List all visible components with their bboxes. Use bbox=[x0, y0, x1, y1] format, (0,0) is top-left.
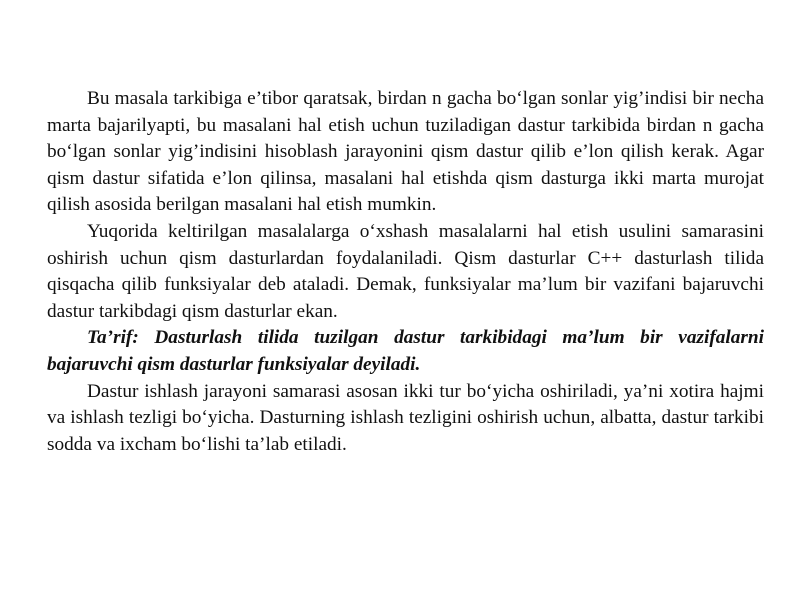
paragraph-subprograms: Yuqorida keltirilgan masalalarga o‘xshash masalalarni hal etish usulini samarasini oshirish uchun qism dasturlardan foydalaniladi. Qism dasturlar C++ dasturlash tilida qisqacha qilib funksiyalar deb ataladi. Demak, funksiyalar ma’lum bir vazifani bajaruvchi dastur tarkibdagi qism dasturlar ekan. bbox=[47, 220, 764, 322]
paragraph-intro: Bu masala tarkibiga e’tibor qaratsak, birdan n gacha bo‘lgan sonlar yig’indisi bir necha marta bajarilyapti, bu masalani hal etish uchun tuziladigan dastur tarkibida birdan n gacha bo‘lgan sonlar yig’indisini hisoblash jarayonini qism dastur qilib e’lon qilish kerak. Agar qism dastur sifatida e’lon qilinsa, masalani hal etishda qism dasturga ikki marta murojat qilish asosida berilgan masalani hal etish mumkin. bbox=[47, 88, 764, 216]
document-page bbox=[47, 86, 764, 458]
paragraph-efficiency: Dastur ishlash jarayoni samarasi asosan ikki tur bo‘yicha oshiriladi, ya’ni xotira hajmi va ishlash tezligi bo‘yicha. Dasturning ishlash tezligini oshirish uchun, albatta, dastur tarkibi sodda va ixcham bo‘lishi ta’lab etiladi. bbox=[47, 380, 764, 455]
paragraph-definition: Ta’rif: Dasturlash tilida tuzilgan dastur tarkibidagi ma’lum bir vazifalarni bajaruvchi qism dasturlar funksiyalar deyiladi. bbox=[47, 327, 764, 375]
